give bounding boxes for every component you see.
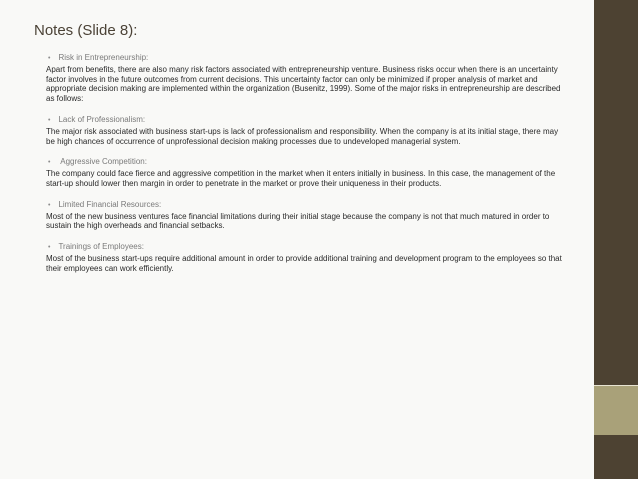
bullet-dot-icon: • [48, 159, 51, 167]
bullet-label: Aggressive Competition: [58, 157, 147, 167]
bullet-label: Risk in Entrepreneurship: [58, 53, 149, 62]
section-risk [46, 53, 562, 104]
bullet-dot-icon: • [48, 244, 51, 252]
sidebar-bottom-block [594, 435, 638, 479]
section-training [46, 242, 562, 273]
section-paragraph: The major risk associated with business start-ups is lack of professionalism and responsibility. When the company is at its initial stage, there may be high chances of occurrence of unprofessional decision making processes due to undeveloped managerial system. [46, 126, 559, 146]
bullet-dot-icon: • [48, 116, 51, 124]
bullet-heading [46, 157, 562, 168]
bullet-heading [46, 53, 562, 64]
section-paragraph: The company could face fierce and aggressive competition in the market when it enters initially in business. In this case, the management of the start-up should lower then margin in order to penetrate in the market or prove their uniqueness in their products. [46, 169, 556, 188]
bullet-label: Lack of Professionalism: [58, 114, 146, 124]
bullet-dot-icon: • [48, 201, 51, 209]
section-paragraph: Apart from benefits, there are also many risk factors associated with entrepreneurship venture. Business risks occur when there is an uncertainty factor involves in the future outcomes from current decisions. This uncertainty factor can only be minimized if proper analysis of market and appropriate decision making are implemented within the organization (Busenitz, 1999). Some of the major risks in entrepreneurship are described as follows: [46, 64, 561, 104]
bullet-label: Limited Financial Resources: [58, 199, 162, 209]
bullet-heading [46, 242, 562, 253]
section-financial [46, 200, 562, 231]
bullet-heading [46, 115, 562, 126]
section-competition [46, 157, 562, 188]
slide-title: Notes (Slide 8): [34, 22, 138, 39]
bullet-label: Trainings of Employees: [58, 242, 144, 252]
section-paragraph: Most of the business start-ups require additional amount in order to provide additional training and development program to the employees so that their employees can work efficiently. [46, 253, 562, 273]
sidebar-accent-block [594, 386, 638, 435]
notes-content [46, 53, 562, 285]
section-professionalism [46, 115, 562, 146]
decorative-sidebar [594, 0, 638, 479]
section-paragraph: Most of the new business ventures face financial limitations during their initial stage because the company is not that much matured in order to sustain the high overheads and financial setbacks. [46, 211, 550, 231]
sidebar-top-block [594, 0, 638, 386]
bullet-dot-icon: • [48, 55, 51, 62]
bullet-heading [46, 200, 562, 211]
